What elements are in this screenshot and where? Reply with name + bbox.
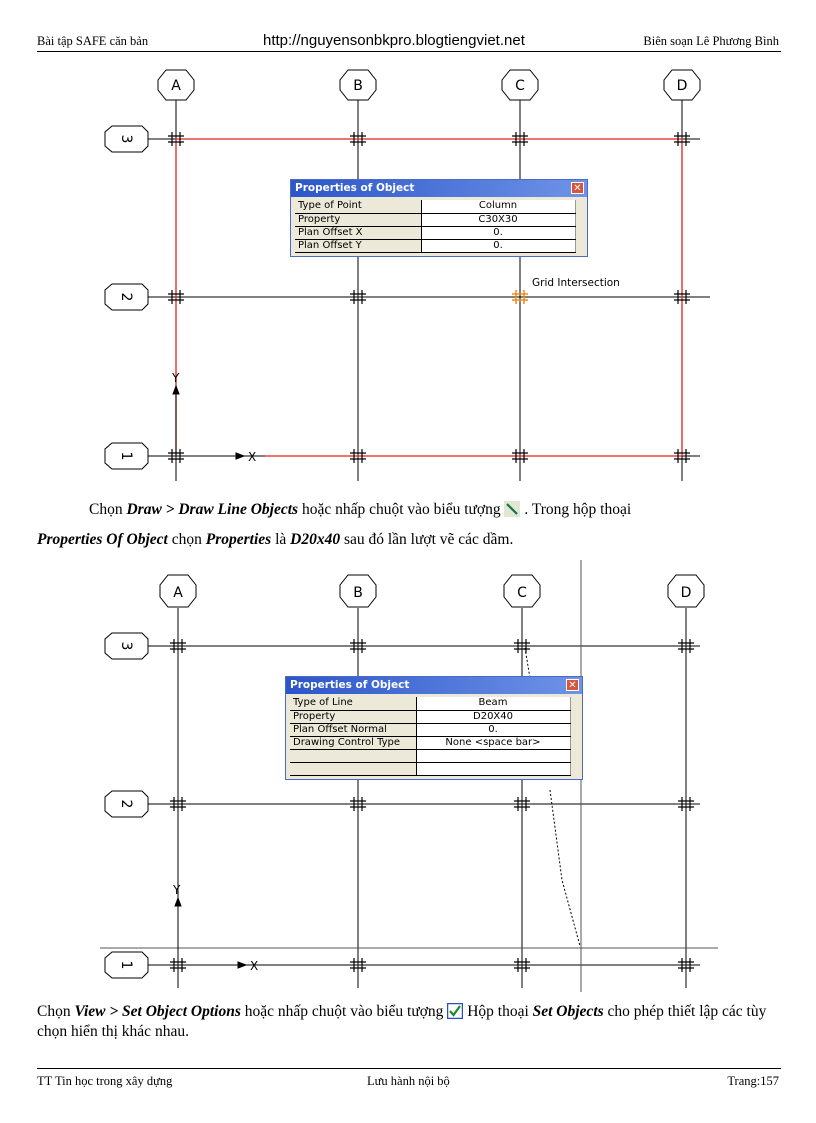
page-footer [37,1068,781,1088]
dialog-titlebar[interactable] [286,677,582,694]
prop-key: Property [295,213,421,226]
grid-plan-1 [100,56,710,486]
menu-path: View > Set Object Options [74,1003,241,1020]
prop-key: Plan Offset Normal [290,723,416,736]
prop-key: Drawing Control Type [290,736,416,749]
figure-beam-drawing [100,560,718,992]
prop-value[interactable]: D20X40 [416,710,570,723]
dialog-name: Set Objects [532,1003,604,1020]
grid-label-b: B [353,585,363,601]
table-row [290,710,570,723]
table-row [295,239,575,252]
axis-x-label: X [248,450,257,464]
prop-value[interactable]: None <space bar> [416,736,570,749]
grid-label-d: D [676,78,688,94]
table-row [290,697,570,710]
page-header [37,32,781,52]
axis-indicator [173,386,244,459]
menu-path: Draw > Draw Line Objects [126,501,299,518]
grid-label-1: 1 [118,451,134,461]
prop-key: Plan Offset Y [295,239,421,252]
paragraph-set-options: Chọn View > Set Object Options hoặc nhấp chuột vào biểu tượng Hộp thoại Set Objects cho phép thiết lập các tùy chọn hiển thị khác nhau. [37,1003,767,1040]
header-left: Bài tập SAFE căn bản [37,34,149,48]
grid-label-3: 3 [118,641,134,651]
prop-value[interactable] [416,762,570,775]
grid-label-a: A [171,78,181,94]
grid-label-3: 3 [118,134,134,144]
prop-key [290,749,416,762]
table-row [290,723,570,736]
close-icon[interactable]: ✕ [566,679,579,691]
table-row [295,200,575,213]
grid-label-2: 2 [118,799,134,809]
dialog-title: Properties of Object [295,182,415,194]
paragraph-draw-line: Chọn Draw > Draw Line Objects hoặc nhấp chuột vào biểu tượng . Trong hộp thoại Properties Of Object chọn Properties là D20x40 sau đó lần lượt vẽ các dầm. [37,501,632,548]
properties-table [290,697,571,776]
prop-key [290,762,416,775]
prop-value[interactable]: 0. [421,226,575,239]
page-number: Trang:157 [727,1074,779,1088]
grid-label-c: C [515,78,525,94]
prop-value[interactable] [416,749,570,762]
properties-dialog[interactable] [285,676,583,780]
prop-value[interactable]: Beam [416,697,570,710]
properties-table [295,200,576,253]
axis-indicator [175,898,246,968]
close-icon[interactable]: ✕ [571,182,584,194]
axis-y-label: Y [172,371,180,385]
table-row [295,226,575,239]
grid-label-a: A [173,585,183,601]
prop-key: Type of Point [295,200,421,213]
draw-line-icon [504,501,520,517]
grid-label-2: 2 [118,292,134,302]
axis-y-label: Y [173,883,181,897]
checkbox-icon [447,1003,463,1019]
table-row [290,736,570,749]
footer-center: Lưu hành nội bộ [367,1074,450,1088]
properties-dialog[interactable] [290,179,588,257]
dialog-title: Properties of Object [290,679,410,691]
footer-left: TT Tin học trong xây dựng [37,1074,173,1088]
prop-value[interactable]: Column [421,200,575,213]
prop-value[interactable]: C30X30 [421,213,575,226]
grid-label-1: 1 [118,960,134,970]
grid-label-c: C [517,585,527,601]
table-row [295,213,575,226]
header-author: Biên soạn Lê Phương Bình [643,34,779,48]
table-row [290,749,570,762]
snap-label: Grid Intersection [532,277,620,289]
dialog-titlebar[interactable] [291,180,587,197]
prop-value[interactable]: 0. [416,723,570,736]
figure-column-drawing [100,56,710,486]
axis-x-label: X [250,959,259,973]
prop-key: Plan Offset X [295,226,421,239]
table-row [290,762,570,775]
header-url: http://nguyensonbkpro.blogtiengviet.net [263,32,525,49]
grid-label-b: B [353,78,363,94]
dialog-name: Properties Of Object [37,531,168,548]
grid-label-d: D [680,585,692,601]
prop-key: Type of Line [290,697,416,710]
prop-key: Property [290,710,416,723]
prop-value[interactable]: 0. [421,239,575,252]
